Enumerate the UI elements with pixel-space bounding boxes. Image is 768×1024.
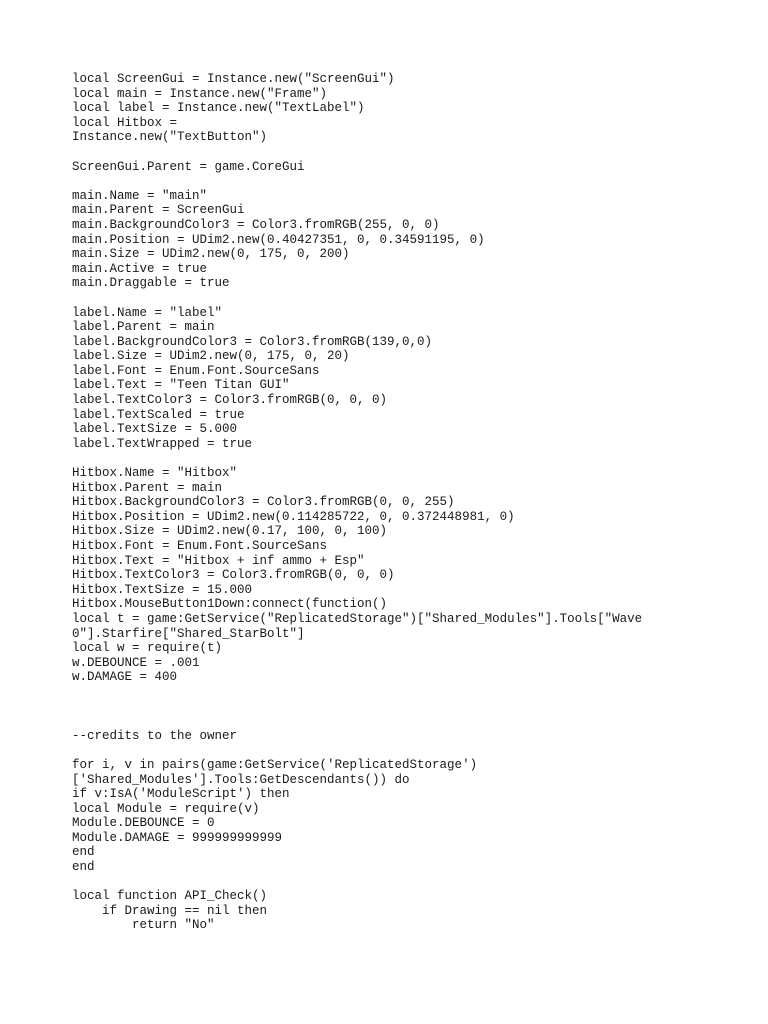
code-line: Hitbox.TextSize = 15.000	[72, 582, 253, 597]
code-line: local main = Instance.new("Frame")	[72, 86, 328, 101]
code-line: 0"].Starfire["Shared_StarBolt"]	[72, 626, 305, 641]
code-line: label.BackgroundColor3 = Color3.fromRGB(139,0,0)	[72, 334, 433, 349]
code-line: ScreenGui.Parent = game.CoreGui	[72, 159, 305, 174]
code-line: end	[72, 860, 95, 875]
blank-line	[72, 743, 732, 758]
blank-line	[72, 291, 732, 306]
code-line: local label = Instance.new("TextLabel")	[72, 101, 365, 116]
code-line: main.Draggable = true	[72, 276, 230, 291]
code-line: if v:IsA('ModuleScript') then	[72, 787, 290, 802]
blank-line	[72, 145, 732, 160]
code-line: Hitbox.TextColor3 = Color3.fromRGB(0, 0, 0)	[72, 568, 395, 583]
code-line: label.Size = UDim2.new(0, 175, 0, 20)	[72, 349, 350, 364]
blank-line	[72, 451, 732, 466]
code-line: main.Active = true	[72, 261, 208, 276]
code-line: local Hitbox =	[72, 115, 178, 130]
blank-line	[72, 700, 732, 715]
code-line: --credits to the owner	[72, 728, 238, 743]
code-line: local w = require(t)	[72, 641, 223, 656]
code-line: local t = game:GetService("ReplicatedStorage")["Shared_Modules"].Tools["Wave	[72, 611, 643, 626]
code-line: label.TextScaled = true	[72, 407, 245, 422]
code-line: return "No"	[72, 918, 215, 933]
code-line: local ScreenGui = Instance.new("ScreenGui")	[72, 72, 395, 86]
code-line: label.Text = "Teen Titan GUI"	[72, 378, 290, 393]
code-line: Module.DAMAGE = 999999999999	[72, 830, 283, 845]
code-line: main.Position = UDim2.new(0.40427351, 0, 0.34591195, 0)	[72, 232, 485, 247]
code-line: label.Font = Enum.Font.SourceSans	[72, 363, 320, 378]
code-line: end	[72, 845, 95, 860]
code-line: if Drawing == nil then	[72, 903, 268, 918]
code-line: local Module = require(v)	[72, 801, 260, 816]
code-line: w.DEBOUNCE = .001	[72, 655, 200, 670]
code-line: Hitbox.Font = Enum.Font.SourceSans	[72, 539, 328, 553]
code-text-block	[72, 72, 732, 933]
code-line: label.Parent = main	[72, 320, 215, 335]
blank-line	[72, 685, 732, 700]
code-line: Hitbox.MouseButton1Down:connect(function()	[72, 597, 388, 612]
code-line: for i, v in pairs(game:GetService('ReplicatedStorage')	[72, 757, 478, 772]
code-line: local function API_Check()	[72, 889, 268, 904]
code-line: label.TextColor3 = Color3.fromRGB(0, 0, 0)	[72, 393, 388, 408]
code-line: label.TextSize = 5.000	[72, 422, 238, 437]
code-line: Hitbox.Parent = main	[72, 480, 223, 495]
code-line: w.DAMAGE = 400	[72, 670, 178, 685]
code-line: Hitbox.Text = "Hitbox + inf ammo + Esp"	[72, 553, 365, 568]
blank-line	[72, 714, 732, 729]
code-line: main.BackgroundColor3 = Color3.fromRGB(255, 0, 0)	[72, 217, 440, 232]
code-line: label.Name = "label"	[72, 305, 223, 320]
code-line: main.Size = UDim2.new(0, 175, 0, 200)	[72, 247, 350, 262]
code-line: label.TextWrapped = true	[72, 436, 253, 451]
blank-line	[72, 875, 732, 890]
blank-line	[72, 174, 732, 189]
code-line: Hitbox.BackgroundColor3 = Color3.fromRGB(0, 0, 255)	[72, 495, 455, 510]
code-line: main.Name = "main"	[72, 188, 208, 203]
code-line: main.Parent = ScreenGui	[72, 203, 245, 218]
code-line: ['Shared_Modules'].Tools:GetDescendants()) do	[72, 772, 410, 787]
code-line: Module.DEBOUNCE = 0	[72, 816, 215, 831]
code-line: Instance.new("TextButton")	[72, 130, 268, 145]
code-line: Hitbox.Name = "Hitbox"	[72, 466, 238, 481]
code-line: Hitbox.Size = UDim2.new(0.17, 100, 0, 100)	[72, 524, 388, 539]
code-line: Hitbox.Position = UDim2.new(0.114285722, 0, 0.372448981, 0)	[72, 509, 515, 524]
